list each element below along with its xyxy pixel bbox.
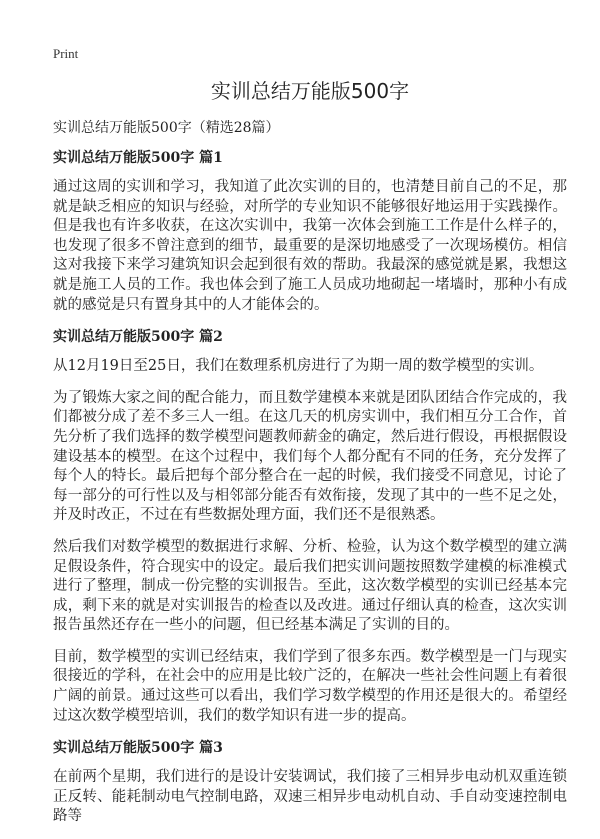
document-subtitle: 实训总结万能版500字（精选28篇）: [53, 120, 280, 136]
paragraph: 目前，数学模型的实训已经结束，我们学到了很多东西。数学模型是一门与现实很接近的学科，在社会中的应用是比较广泛的，在解决一些社会性问题上有着很广阔的前景。通过这些可以看出，我们学习数学模型的作用还是很大的。希望经过这次数学模型培训，我们的数学知识有进一步的提高。: [53, 648, 567, 724]
paragraph: 然后我们对数学模型的数据进行求解、分析、检验，认为这个数学模型的建立满足假设条件，符合现实中的设定。最后我们把实训问题按照数学建模的标准模式进行了整理，制成一份完整的实训报告。至此，这次数学模型的实训已经基本完成，剩下来的就是对实训报告的检查以及改进。通过仔细认真的检查，这次实训报告虽然还存在一些小的问题，但已经基本满足了实训的目的。: [53, 538, 567, 634]
section-2: [53, 327, 567, 726]
section-heading: 实训总结万能版500字 篇1: [53, 150, 223, 166]
paragraph: 通过这周的实训和学习，我知道了此次实训的目的，也清楚目前自己的不足，那就是缺乏相应的知识与经验，对所学的专业知识不能够很好地运用于实践操作。但是我也有许多收获，在这次实训中，我第一次体会到施工工作是什么样子的，也发现了很多不曾注意到的细节，最重要的是深切地感受了一次现场模仿。相信这对我接下来学习建筑知识会起到很有效的帮助。我最深的感觉就是累，我想这就是施工人员的工作。我也体会到了施工人员成功地砌起一堵墙时，那种小有成就的感觉是只有置身其中的人才能体会的。: [53, 179, 567, 313]
print-link[interactable]: Print: [53, 46, 79, 61]
section-1: [53, 148, 567, 315]
section-heading: 实训总结万能版500字 篇2: [53, 329, 223, 346]
paragraph: 为了锻炼大家之间的配合能力，而且数学建模本来就是团队团结合作完成的，我们都被分成了差不多三人一组。在这几天的机房实训中，我们相互分工合作，首先分析了我们选择的数学模型问题教师薪金的确定，然后进行假设，再根据假设建设基本的模型。在这个过程中，我们每个人都分配有不同的任务，充分发挥了每个人的特长。最后把每个部分整合在一起的时候，我们接受不同意见，讨论了每一部分的可行性以及与相邻部分能否有效衔接，发现了其中的一些不足之处，并及时改正，不过在有些数据处理方面，我们还不是很熟悉。: [53, 389, 567, 524]
paragraph: 从12月19日至25日，我们在数理系机房进行了为期一周的数学模型的实训。: [53, 358, 544, 375]
page-title: 实训总结万能版500字: [210, 79, 410, 103]
paragraph: 在前两个星期，我们进行的是设计安装调试，我们接了三相异步电动机双重连锁正反转、能耗制动电气控制电路，双速三相异步电动机自动、手自动变速控制电路等: [53, 769, 567, 825]
section-3: [53, 738, 567, 827]
section-heading: 实训总结万能版500字 篇3: [53, 740, 223, 757]
document-page: [53, 46, 567, 839]
